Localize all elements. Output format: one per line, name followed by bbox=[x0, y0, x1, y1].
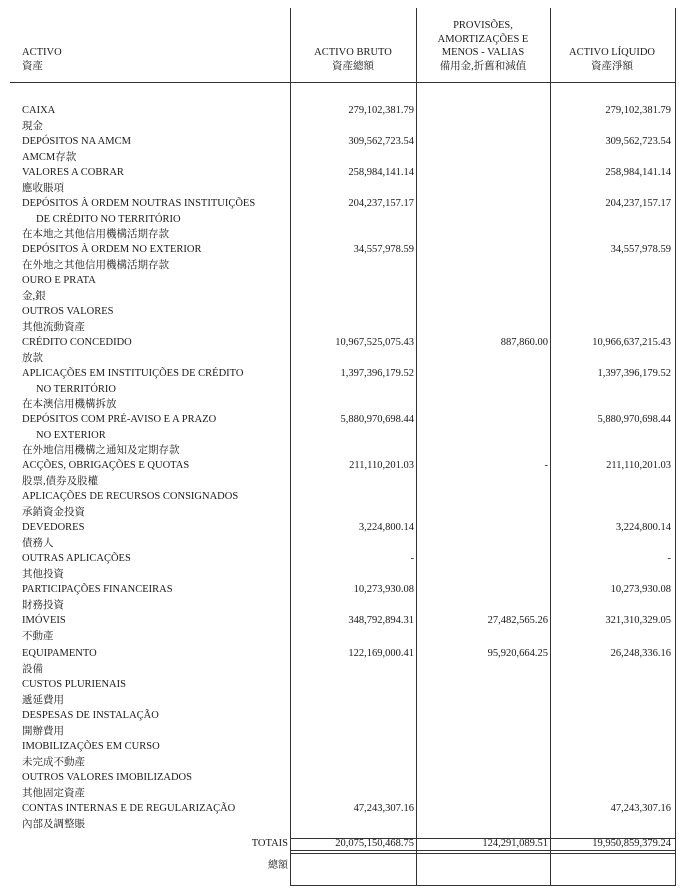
row-label-zh: 在外地信用機構之通知及定期存款 bbox=[22, 445, 180, 456]
row-activo-bruto: 5,880,970,698.44 bbox=[340, 414, 414, 425]
row-activo-liquido: 204,237,157.17 bbox=[605, 198, 671, 209]
row-label bbox=[22, 412, 216, 459]
row-label-zh: 承銷資金投資 bbox=[22, 506, 85, 518]
row-label bbox=[22, 551, 131, 582]
header-prov-pt-2: AMORTIZAÇÕES E bbox=[437, 33, 529, 45]
header-activo-zh: 資產 bbox=[22, 60, 43, 72]
row-provisoes: 887,860.00 bbox=[500, 337, 548, 348]
row-label-zh: 債務人 bbox=[22, 537, 54, 549]
row-label-pt-cont: DE CRÉDITO NO TERRITÓRIO bbox=[36, 213, 181, 225]
row-label bbox=[22, 134, 131, 165]
row-label-pt: IMOBILIZAÇÕES EM CURSO bbox=[22, 741, 160, 752]
row-label-zh: 其他固定資產 bbox=[22, 787, 85, 799]
row-label bbox=[22, 196, 255, 243]
row-activo-bruto: 204,237,157.17 bbox=[348, 198, 414, 209]
row-label-pt: OURO E PRATA bbox=[22, 275, 96, 286]
row-label-pt: EQUIPAMENTO bbox=[22, 648, 97, 659]
header-bruto-zh: 資產總額 bbox=[332, 60, 374, 72]
row-label bbox=[22, 708, 159, 739]
column-divider bbox=[550, 8, 551, 886]
row-activo-liquido: 3,224,800.14 bbox=[615, 522, 671, 533]
row-label-pt-cont: NO EXTERIOR bbox=[36, 429, 106, 441]
row-label-pt: ACÇÕES, OBRIGAÇÕES E QUOTAS bbox=[22, 460, 190, 471]
row-label-pt: APLICAÇÕES EM INSTITUIÇÕES DE CRÉDITO bbox=[22, 368, 244, 379]
row-provisoes: 95,920,664.25 bbox=[487, 648, 548, 659]
row-label-zh: 現金 bbox=[22, 120, 43, 132]
row-label-pt: DEVEDORES bbox=[22, 522, 85, 533]
row-activo-bruto: 47,243,307.16 bbox=[353, 803, 414, 814]
column-divider bbox=[675, 8, 676, 886]
column-divider bbox=[416, 8, 417, 886]
row-label-zh: 其他流動資產 bbox=[22, 321, 85, 333]
row-label-pt: DEPÓSITOS COM PRÉ-AVISO E A PRAZO bbox=[22, 414, 217, 425]
row-label-pt: OUTROS VALORES bbox=[22, 306, 114, 317]
row-label-pt: DEPÓSITOS À ORDEM NOUTRAS INSTITUIÇÕES bbox=[22, 198, 256, 209]
row-label-zh: 金,銀 bbox=[22, 290, 46, 302]
header-prov-zh: 備用金,折舊和減值 bbox=[439, 60, 527, 72]
row-label bbox=[22, 304, 114, 335]
row-activo-bruto: 10,967,525,075.43 bbox=[335, 337, 414, 348]
row-label bbox=[22, 677, 126, 708]
row-activo-bruto: 3,224,800.14 bbox=[358, 522, 414, 533]
row-label-pt: OUTROS VALORES IMOBILIZADOS bbox=[22, 772, 192, 783]
row-label-zh: 不動產 bbox=[22, 630, 54, 642]
totals-activo-bruto: 20,075,150,468.75 bbox=[335, 838, 414, 849]
header-liquido bbox=[553, 46, 671, 73]
row-label bbox=[22, 103, 55, 134]
row-activo-liquido: 279,102,381.79 bbox=[605, 105, 671, 116]
row-activo-liquido: 47,243,307.16 bbox=[610, 803, 671, 814]
header-provisoes bbox=[418, 19, 548, 73]
row-label bbox=[22, 801, 235, 832]
row-label-pt: CUSTOS PLURIENAIS bbox=[22, 679, 126, 690]
row-label bbox=[22, 273, 96, 304]
row-label bbox=[22, 646, 97, 677]
totals-provisoes: 124,291,089.51 bbox=[482, 838, 548, 849]
header-liquido-zh: 資產淨額 bbox=[591, 60, 633, 72]
row-label-zh: 未完成不動產 bbox=[22, 756, 85, 768]
row-activo-bruto: 258,984,141.14 bbox=[348, 167, 414, 178]
row-activo-bruto: - bbox=[410, 553, 414, 564]
header-bruto bbox=[292, 46, 414, 73]
column-divider bbox=[290, 8, 291, 886]
row-label-pt: PARTICIPAÇÕES FINANCEIRAS bbox=[22, 584, 173, 595]
row-label-zh: 在本澳信用機構拆放 bbox=[22, 399, 117, 410]
row-activo-liquido: 26,248,336.16 bbox=[610, 648, 671, 659]
row-label-zh: 開辦費用 bbox=[22, 725, 64, 737]
row-label bbox=[22, 366, 243, 413]
row-label-zh: 內部及調整賬 bbox=[22, 818, 85, 830]
header-rule bbox=[10, 82, 676, 83]
row-activo-bruto: 1,397,396,179.52 bbox=[340, 368, 414, 379]
row-label bbox=[22, 520, 84, 551]
row-label bbox=[22, 770, 192, 801]
row-activo-liquido: 309,562,723.54 bbox=[605, 136, 671, 147]
row-activo-bruto: 309,562,723.54 bbox=[348, 136, 414, 147]
totals-rule-mid2 bbox=[290, 853, 676, 854]
header-activo-pt: ACTIVO bbox=[22, 47, 62, 58]
row-label-zh: 在本地之其他信用機構活期存款 bbox=[22, 229, 169, 240]
row-label-pt: DEPÓSITOS À ORDEM NO EXTERIOR bbox=[22, 244, 202, 255]
row-label-pt: DEPÓSITOS NA AMCM bbox=[22, 136, 131, 147]
row-label-zh: 股票,債券及股權 bbox=[22, 475, 99, 487]
row-provisoes: 27,482,565.26 bbox=[487, 615, 548, 626]
header-prov-pt-3: MENOS - VALIAS bbox=[441, 47, 525, 58]
row-activo-bruto: 122,169,000.41 bbox=[348, 648, 414, 659]
row-label-zh: 其他投資 bbox=[22, 568, 64, 580]
row-label-pt: DESPESAS DE INSTALAÇÃO bbox=[22, 710, 159, 721]
row-label bbox=[22, 165, 124, 196]
row-label bbox=[22, 739, 160, 770]
header-bruto-pt: ACTIVO BRUTO bbox=[314, 47, 392, 58]
row-label-pt: OUTRAS APLICAÇÕES bbox=[22, 553, 131, 564]
row-activo-liquido: 5,880,970,698.44 bbox=[597, 414, 671, 425]
row-label-zh: 應收賬項 bbox=[22, 182, 64, 194]
row-activo-liquido: 10,966,637,215.43 bbox=[592, 337, 671, 348]
row-activo-bruto: 211,110,201.03 bbox=[349, 460, 414, 471]
row-label-zh: 財務投資 bbox=[22, 599, 64, 611]
row-activo-liquido: 1,397,396,179.52 bbox=[597, 368, 671, 379]
row-label-zh: 遞延費用 bbox=[22, 694, 64, 706]
header-activo bbox=[22, 46, 62, 73]
row-activo-bruto: 10,273,930.08 bbox=[353, 584, 414, 595]
row-label bbox=[22, 489, 238, 520]
row-activo-bruto: 279,102,381.79 bbox=[348, 105, 414, 116]
row-label-zh: AMCM存款 bbox=[22, 151, 77, 163]
row-label-pt: CONTAS INTERNAS E DE REGULARIZAÇÃO bbox=[22, 803, 236, 814]
row-label bbox=[22, 458, 189, 489]
totals-rule-bottom bbox=[290, 885, 676, 886]
row-label bbox=[22, 335, 132, 366]
row-label-pt: CAIXA bbox=[22, 105, 56, 116]
row-activo-liquido: - bbox=[667, 553, 671, 564]
row-activo-liquido: 258,984,141.14 bbox=[605, 167, 671, 178]
row-activo-liquido: 211,110,201.03 bbox=[606, 460, 671, 471]
row-activo-liquido: 34,557,978.59 bbox=[610, 244, 671, 255]
row-label-pt-cont: NO TERRITÓRIO bbox=[36, 383, 117, 395]
row-label-pt: VALORES A COBRAR bbox=[22, 167, 124, 178]
totals-label-zh: 總額 bbox=[268, 860, 288, 871]
row-activo-liquido: 321,310,329.05 bbox=[605, 615, 671, 626]
row-label-pt: IMÓVEIS bbox=[22, 615, 66, 626]
row-label-pt: APLICAÇÕES DE RECURSOS CONSIGNADOS bbox=[22, 491, 239, 502]
header-prov-pt-1: PROVISÕES, bbox=[453, 20, 513, 31]
totals-label-pt: TOTAIS bbox=[251, 838, 288, 849]
row-provisoes: - bbox=[544, 460, 548, 471]
totals-activo-liquido: 19,950,859,379.24 bbox=[592, 838, 671, 849]
row-label bbox=[22, 582, 173, 613]
row-activo-bruto: 348,792,894.31 bbox=[348, 615, 414, 626]
row-label bbox=[22, 242, 201, 273]
row-label bbox=[22, 613, 66, 644]
header-liquido-pt: ACTIVO LÍQUIDO bbox=[568, 47, 656, 58]
row-label-pt: CRÉDITO CONCEDIDO bbox=[22, 337, 132, 348]
row-activo-liquido: 10,273,930.08 bbox=[610, 584, 671, 595]
row-label-zh: 設備 bbox=[22, 663, 43, 675]
row-label-zh: 在外地之其他信用機構活期存款 bbox=[22, 259, 169, 271]
row-label-zh: 放款 bbox=[22, 352, 43, 364]
row-activo-bruto: 34,557,978.59 bbox=[353, 244, 414, 255]
